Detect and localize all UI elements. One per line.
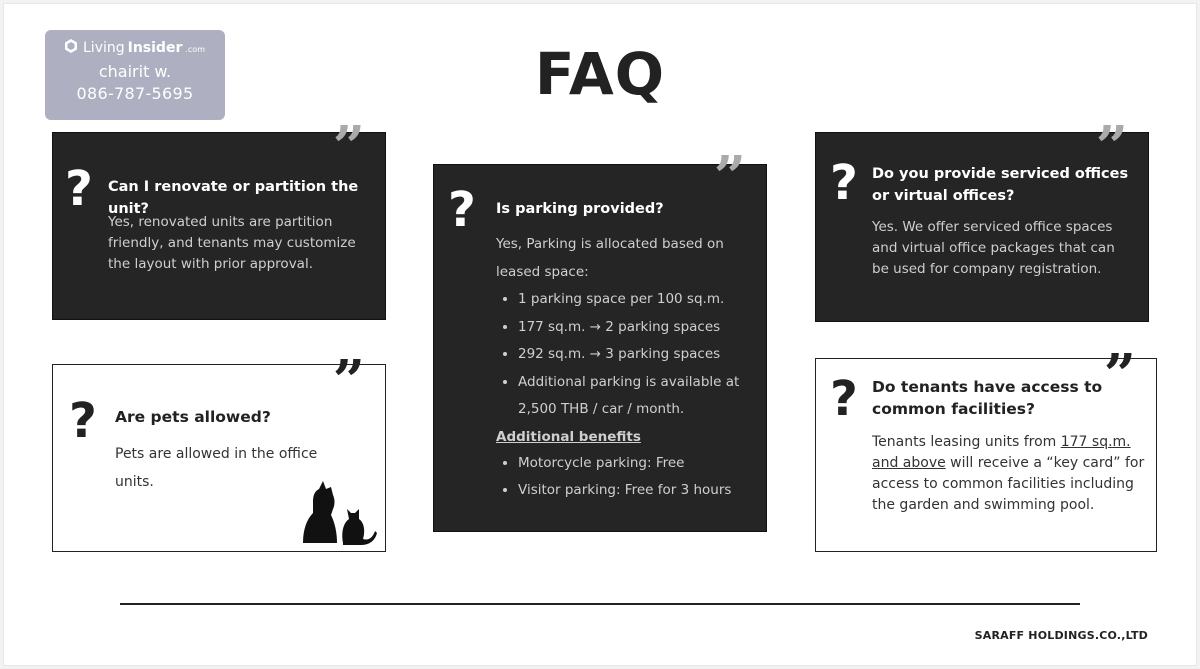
question-mark-icon: ? bbox=[830, 371, 858, 427]
list-item: • Additional parking is available at 2,500 THB / car / month. bbox=[518, 369, 756, 424]
faq-answer bbox=[496, 230, 756, 505]
living-insider-watermark bbox=[45, 30, 225, 120]
list-item: • Visitor parking: Free for 3 hours bbox=[518, 477, 756, 505]
faq-question: Are pets allowed? bbox=[115, 408, 271, 426]
question-mark-icon: ? bbox=[448, 182, 476, 238]
faq-card-serviced-offices bbox=[815, 114, 1149, 322]
faq-question: Do you provide serviced offices or virtual offices? bbox=[872, 166, 1129, 204]
benefits-heading: Additional benefits bbox=[496, 428, 641, 445]
answer-highlight: 177 sq.m. and above bbox=[872, 434, 1131, 471]
list-item: • Motorcycle parking: Free bbox=[518, 450, 756, 478]
watermark-brand bbox=[45, 38, 225, 56]
faq-answer bbox=[872, 432, 1148, 516]
cat-and-dog-icon bbox=[299, 479, 379, 545]
watermark-agent-name: chairit w. bbox=[98, 62, 172, 81]
faq-answer: Yes, renovated units are partition friendly, and tenants may customize the layout with prior approval. bbox=[108, 214, 356, 272]
list-item: • 1 parking space per 100 sq.m. bbox=[518, 286, 756, 314]
faq-question: Is parking provided? bbox=[496, 201, 664, 217]
answer-suffix: will receive a “key card” for access to common facilities including the garden and swimming pool. bbox=[872, 455, 1145, 513]
answer-prefix: Tenants leasing units from bbox=[872, 434, 1061, 450]
quote-icon: ” bbox=[1095, 114, 1128, 180]
faq-card-pets bbox=[52, 348, 386, 552]
list-item: • 292 sq.m. → 3 parking spaces bbox=[518, 341, 756, 369]
quote-icon: ” bbox=[332, 348, 365, 414]
page-title: FAQ bbox=[534, 40, 666, 108]
question-mark-icon: ? bbox=[830, 155, 858, 211]
faq-question: Do tenants have access to common facilities? bbox=[872, 378, 1103, 418]
list-item: • 177 sq.m. → 2 parking spaces bbox=[518, 314, 756, 342]
question-mark-icon: ? bbox=[69, 393, 97, 449]
quote-icon: ” bbox=[713, 144, 746, 210]
quote-icon: ” bbox=[1103, 342, 1136, 408]
watermark-phone: 086-787-5695 bbox=[76, 84, 194, 103]
parking-intro: Yes, Parking is allocated based on leased space: bbox=[496, 236, 724, 280]
faq-answer: Pets are allowed in the office units. bbox=[115, 446, 318, 490]
question-mark-icon: ? bbox=[65, 161, 93, 217]
watermark-brand-domain: .com bbox=[185, 45, 205, 54]
company-name: SARAFF HOLDINGS.CO.,LTD bbox=[974, 629, 1148, 642]
footer-divider bbox=[120, 603, 1080, 605]
faq-answer: Yes. We offer serviced office spaces and virtual office packages that can be used for company registration. bbox=[872, 219, 1115, 277]
watermark-brand-insider: Insider bbox=[127, 40, 183, 56]
benefits-bullets bbox=[496, 450, 756, 505]
faq-card-renovate bbox=[52, 114, 386, 320]
faq-question: Can I renovate or partition the unit? bbox=[108, 179, 359, 217]
faq-card-common-facilities bbox=[815, 342, 1157, 552]
watermark-brand-living: Living bbox=[83, 40, 125, 56]
parking-bullets bbox=[496, 286, 756, 424]
faq-card-parking bbox=[433, 144, 767, 532]
quote-icon: ” bbox=[332, 114, 365, 180]
living-insider-logo-icon bbox=[65, 39, 77, 53]
